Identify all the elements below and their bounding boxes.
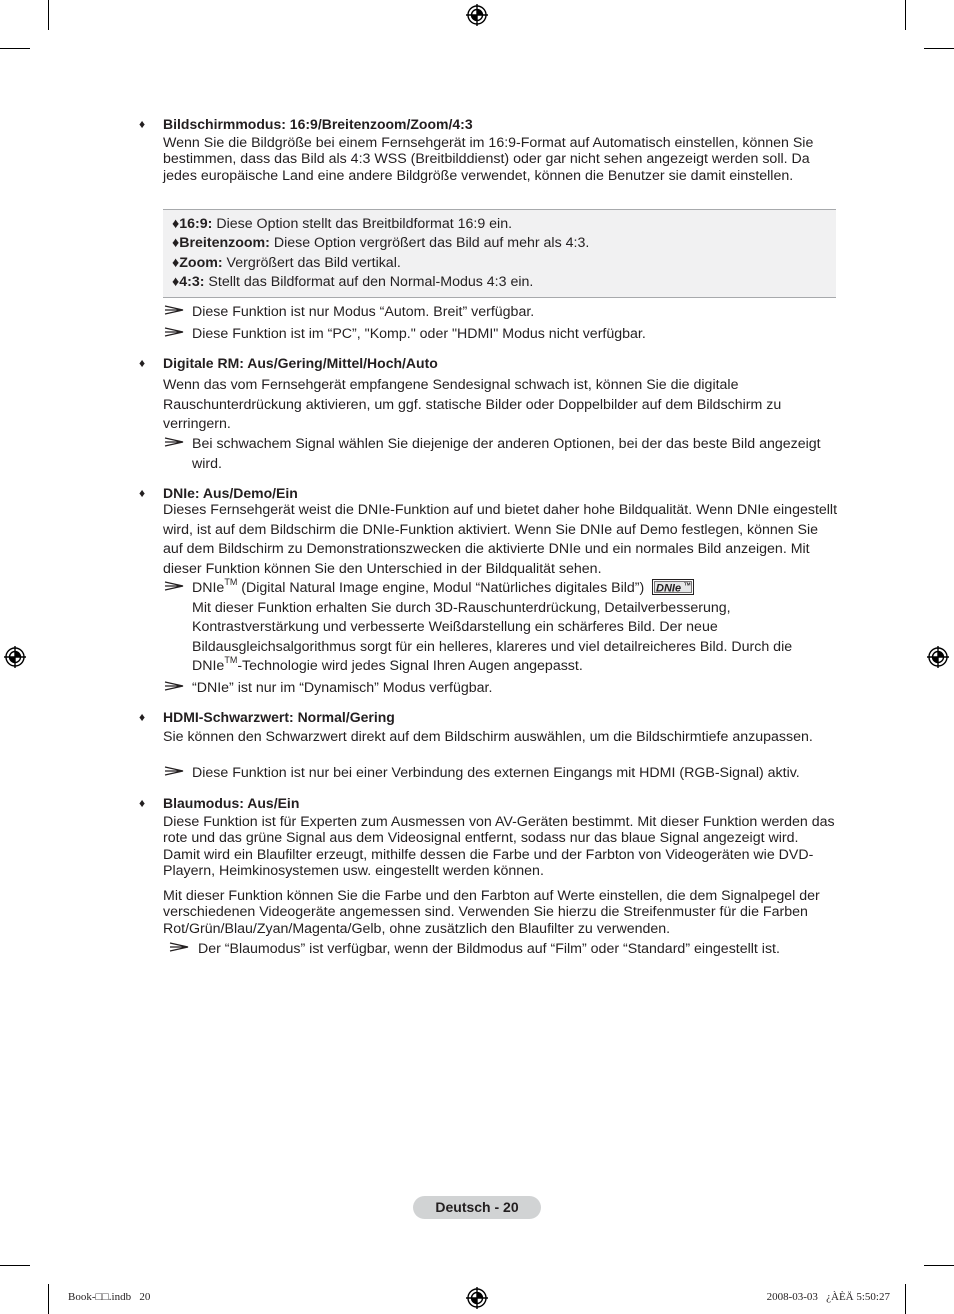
registration-mark-icon (466, 4, 488, 26)
note-arrow-icon (164, 437, 184, 447)
registration-mark-icon (466, 1287, 488, 1309)
crop-mark (924, 1265, 954, 1266)
trademark-mark: TM (224, 655, 238, 666)
dnie-logo-text: DNIe (656, 582, 682, 595)
crop-mark (48, 1284, 49, 1314)
option-item (172, 274, 533, 291)
bullet-icon: ♦ (139, 486, 146, 500)
note-arrow-icon (164, 766, 184, 776)
note-arrow-icon (164, 581, 184, 591)
note-text: Diese Funktion ist im “PC”, "Komp." oder "HDMI" Modus nicht verfügbar. (192, 326, 646, 342)
note-text (192, 579, 840, 677)
dnie-logo-icon (652, 579, 694, 595)
section-paragraph: Wenn das vom Fernsehgerät empfangene Sendesignal schwach ist, können Sie die digitale Rauschunterdrückung aktivieren, um ggf. statische Bilder oder Doppelbilder auf dem Bildschirm zu verringern. (163, 377, 782, 432)
bullet-icon: ♦ (172, 274, 180, 290)
crop-mark (905, 1284, 906, 1314)
section-paragraph: Diese Funktion ist für Experten zum Ausmessen von AV-Geräten bestimmt. Mit dieser Funktion werden das rote und das grüne Signal aus dem Videosignal entfernt, sodass nur das blaue Signal angezeigt wird. Damit wird ein Blaufilter erzeugt, mithilfe dessen die Farbe und der Farbton von Videogeräten wie DVD-Playern, Heimkinosystemen usw. eingestellt werden können. (163, 814, 835, 879)
section-heading: Blaumodus: Aus/Ein (163, 795, 300, 811)
crop-mark (924, 48, 954, 49)
option-label: 16:9: (179, 216, 213, 232)
note-body: Mit dieser Funktion erhalten Sie durch 3D-Rauschunterdrückung, Detailverbesserung, Kontrastverstärkung und verbesserte Weißdarstellung ein schärferes Bild. Der neue Bildausgleichsalgorithmus sorgt für ein helleres, klareres und viel detailreicheres Bild. Durch die (192, 599, 793, 655)
imprint-left: Book-□□.indb 20 (68, 1291, 151, 1303)
crop-mark (0, 1265, 30, 1266)
option-text: Diese Option vergrößert das Bild auf mehr als 4:3. (269, 235, 590, 251)
option-item (172, 216, 512, 233)
option-text: Stellt das Bildformat auf den Normal-Modus 4:3 ein. (204, 274, 534, 290)
option-label: Zoom: (179, 255, 223, 271)
option-text: Diese Option stellt das Breitbildformat 16:9 ein. (212, 216, 513, 232)
note-arrow-icon (164, 327, 184, 337)
note-text: Der “Blaumodus” ist verfügbar, wenn der Bildmodus auf “Film” oder “Standard” eingestellt ist. (198, 941, 780, 957)
section-paragraph: Wenn Sie die Bildgröße bei einem Fernsehgerät im 16:9-Format auf Automatisch einstellen, können Sie bestimmen, dass das Bild als 4:3 WSS (Breitbilddienst) oder gar nicht sehen angezeigt werden soll. Da jedes europäische Land eine andere Bildgröße verwendet, können die Benutzer sie damit einstellen. (163, 135, 814, 184)
bullet-icon: ♦ (139, 796, 146, 810)
note-arrow-icon (164, 681, 184, 691)
crop-mark (0, 48, 30, 49)
dnie-term: DNIe (192, 580, 225, 596)
bullet-icon: ♦ (172, 235, 180, 251)
option-label: Breitenzoom: (179, 235, 270, 251)
crop-mark (48, 0, 49, 30)
note-text: “DNIe” ist nur im “Dynamisch” Modus verfügbar. (192, 680, 493, 696)
section-paragraph: Dieses Fernsehgerät weist die DNIe-Funktion auf und bietet daher hohe Bildqualität. Wenn DNIe eingestellt wird, ist auf dem Bildschirm die DNIe-Funktion aktiviert. Wenn Sie DNIe auf Demo festlegen, können Sie auf dem Bildschirm zu Demonstrationszwecken die aktivierte DNIe und ein normales Bild anzeigen. Mit dieser Funktion können Sie den Unterschied in der Bildqualität sehen. (163, 502, 838, 577)
crop-mark (905, 0, 906, 30)
bullet-icon: ♦ (139, 117, 146, 131)
note-text: Bei schwachem Signal wählen Sie diejenige der anderen Optionen, bei der das beste Bild angezeigt wird. (192, 436, 821, 472)
options-box (163, 209, 836, 298)
bullet-icon: ♦ (172, 216, 180, 232)
section-paragraph: Sie können den Schwarzwert direkt auf dem Bildschirm auswählen, um die Bildschirmtiefe anzupassen. (163, 729, 813, 745)
note-text: Diese Funktion ist nur Modus “Autom. Breit” verfügbar. (192, 304, 535, 320)
trademark-mark: TM (224, 577, 238, 588)
section-heading: DNIe: Aus/Demo/Ein (163, 485, 298, 501)
bullet-icon: ♦ (139, 356, 146, 370)
note-text: Diese Funktion ist nur bei einer Verbindung des externen Eingangs mit HDMI (RGB-Signal) aktiv. (192, 765, 800, 781)
dnie-expansion: (Digital Natural Image engine, Modul “Natürliches digitales Bild”) (237, 580, 645, 596)
imprint-right: 2008-03-03 ¿ÀÈÄ 5:50:27 (766, 1291, 890, 1303)
option-item (172, 235, 589, 252)
note-arrow-icon (164, 305, 184, 315)
bullet-icon: ♦ (172, 255, 180, 271)
dnie-term: DNIe (192, 658, 225, 674)
option-item (172, 255, 401, 272)
note-arrow-icon (169, 942, 189, 952)
option-text: Vergrößert das Bild vertikal. (222, 255, 401, 271)
page-number-badge: Deutsch - 20 (413, 1196, 541, 1219)
section-heading: HDMI-Schwarzwert: Normal/Gering (163, 709, 395, 725)
section-paragraph: Mit dieser Funktion können Sie die Farbe und den Farbton auf Werte einstellen, die dem Signalpegel der verschiedenen Videogeräte angemessen sind. Verwenden Sie hierzu die Streifenmuster für die Farben Rot/Grün/Blau/Zyan/Magenta/Gelb, ohne zusätzlich den Blaufilter zu verwenden. (163, 888, 820, 937)
bullet-icon: ♦ (139, 710, 146, 724)
registration-mark-icon (927, 646, 949, 668)
section-heading: Bildschirmmodus: 16:9/Breitenzoom/Zoom/4:3 (163, 116, 473, 132)
option-label: 4:3: (179, 274, 205, 290)
dnie-logo-tm: TM (684, 581, 691, 587)
note-body-end: -Technologie wird jedes Signal Ihren Augen angepasst. (237, 658, 583, 674)
section-heading: Digitale RM: Aus/Gering/Mittel/Hoch/Auto (163, 355, 438, 371)
registration-mark-icon (4, 646, 26, 668)
